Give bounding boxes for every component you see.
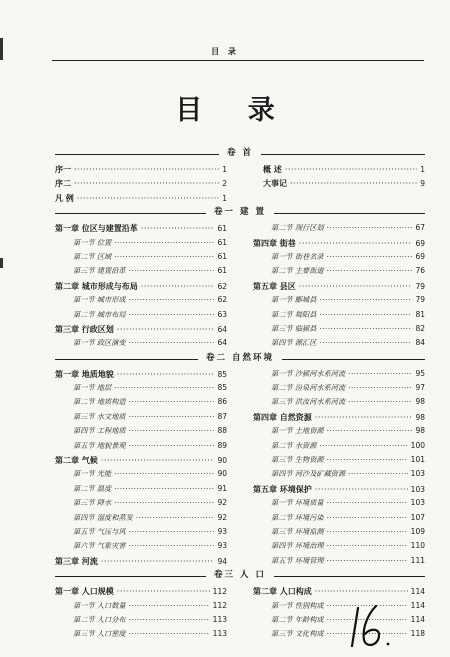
- entry-page-number: 76: [415, 266, 425, 276]
- dot-leader: [348, 381, 412, 395]
- toc-section-entry[interactable]: [253, 308, 425, 322]
- entry-page-number: 114: [410, 614, 425, 624]
- dot-leader: [129, 264, 215, 278]
- entry-page-number: 111: [410, 555, 425, 565]
- toc-section-entry[interactable]: [55, 525, 227, 539]
- entry-page-number: 114: [410, 587, 425, 597]
- dot-leader: [74, 163, 219, 177]
- toc-section-entry[interactable]: [253, 453, 425, 467]
- toc-section-entry[interactable]: [253, 250, 425, 264]
- dot-leader: [117, 368, 215, 382]
- entry-label: 第二节 人口分布: [73, 614, 126, 624]
- entry-page-number: 87: [217, 411, 227, 421]
- toc-section-entry[interactable]: [55, 539, 227, 553]
- entry-label: 第三节 洪汝河水系河流: [271, 397, 346, 407]
- dot-leader: [319, 308, 412, 322]
- dot-leader: [327, 554, 408, 568]
- entry-label: 第一节 光能: [73, 469, 112, 479]
- entry-label: 第三节 水文地质: [73, 411, 126, 421]
- section-title: 卷二 自然环境: [198, 353, 282, 363]
- dot-leader: [114, 467, 214, 481]
- entry-page-number: 113: [212, 629, 227, 639]
- entry-page-number: 90: [217, 456, 227, 466]
- entry-label: 第四章 街巷: [253, 237, 296, 248]
- toc-section-entry[interactable]: [55, 496, 227, 510]
- entry-page-number: 112: [212, 587, 227, 597]
- toc-chapter-entry[interactable]: [253, 176, 425, 190]
- dot-leader: [348, 367, 412, 381]
- toc-column-left: [55, 162, 227, 205]
- entry-label: 第三节 临颍县: [271, 323, 317, 333]
- entry-page-number: 79: [415, 295, 425, 305]
- entry-page-number: 63: [217, 309, 227, 319]
- entry-page-number: 94: [217, 556, 227, 566]
- toc-chapter-entry[interactable]: [253, 279, 425, 293]
- toc-section-entry[interactable]: [55, 293, 227, 307]
- entry-page-number: 113: [212, 614, 227, 624]
- entry-label: 序二: [55, 178, 71, 189]
- dot-leader: [129, 599, 210, 613]
- dot-leader: [315, 411, 413, 425]
- running-head: 目 录: [211, 46, 239, 56]
- dot-leader: [101, 555, 215, 569]
- entry-page-number: 61: [217, 224, 227, 234]
- toc-section-entry[interactable]: [253, 381, 425, 395]
- dot-leader: [299, 237, 413, 251]
- toc-section-entry[interactable]: [55, 250, 227, 264]
- toc-columns: [55, 221, 425, 351]
- toc-section-entry[interactable]: [55, 599, 227, 613]
- entry-label: 第一节 城市形成: [73, 295, 126, 305]
- entry-page-number: 89: [217, 440, 227, 450]
- entry-label: 第一节 土地资源: [271, 426, 324, 436]
- entry-page-number: 64: [217, 338, 227, 348]
- entry-label: 第二节 现行区划: [271, 223, 324, 233]
- dot-leader: [129, 525, 215, 539]
- dot-leader: [285, 163, 417, 177]
- toc-column-left: [55, 367, 227, 568]
- dot-leader: [327, 264, 413, 278]
- handwritten-page-number: [350, 600, 400, 650]
- entry-page-number: 69: [415, 238, 425, 248]
- entry-label: 第二节 舞阳县: [271, 309, 317, 319]
- dot-leader: [114, 496, 214, 510]
- toc-chapter-entry[interactable]: [55, 554, 227, 568]
- toc-columns: [55, 162, 425, 205]
- entry-page-number: 61: [217, 251, 227, 261]
- dot-leader: [327, 453, 408, 467]
- toc-section-entry[interactable]: [253, 525, 425, 539]
- toc-section-entry[interactable]: [253, 221, 425, 235]
- entry-label: 第四章 自然资源: [253, 411, 312, 422]
- entry-page-number: 85: [217, 369, 227, 379]
- dot-leader: [129, 410, 215, 424]
- dot-leader: [327, 424, 413, 438]
- entry-label: 第二节 区域: [73, 251, 112, 261]
- toc-column-left: [55, 221, 227, 351]
- toc-section-entry[interactable]: [253, 293, 425, 307]
- toc-section-entry[interactable]: [55, 395, 227, 409]
- entry-label: 第四节 源汇区: [271, 338, 317, 348]
- entry-label: 第五节 环境管理: [271, 555, 324, 565]
- toc-chapter-entry[interactable]: [55, 162, 227, 176]
- entry-label: 第二节 水资源: [271, 440, 317, 450]
- toc-column-right: [253, 162, 425, 205]
- dot-leader: [299, 280, 413, 294]
- entry-label: 第二章 气候: [55, 455, 98, 466]
- entry-page-number: 114: [410, 600, 425, 610]
- section-heading: [55, 149, 425, 160]
- entry-page-number: 103: [410, 469, 425, 479]
- dot-leader: [327, 525, 408, 539]
- entry-page-number: 67: [415, 223, 425, 233]
- dot-leader: [319, 322, 412, 336]
- entry-label: 第一章 人口规模: [55, 586, 114, 597]
- section-heading: [55, 354, 425, 365]
- toc-section-entry[interactable]: [55, 264, 227, 278]
- entry-label: 第二节 年龄构成: [271, 614, 324, 624]
- entry-label: 第一节 人口数量: [73, 600, 126, 610]
- entry-page-number: 79: [415, 281, 425, 291]
- toc-chapter-entry[interactable]: [55, 176, 227, 190]
- entry-label: 第三节 建置沿革: [73, 266, 126, 276]
- entry-page-number: 81: [415, 309, 425, 319]
- toc-section-entry[interactable]: [55, 439, 227, 453]
- toc-section-entry[interactable]: [55, 424, 227, 438]
- dot-leader: [290, 177, 417, 191]
- entry-label: 第二节 主要街道: [271, 266, 324, 276]
- entry-page-number: 86: [217, 397, 227, 407]
- section-title: 卷三 人 口: [206, 570, 274, 580]
- entry-page-number: 95: [415, 368, 425, 378]
- toc-section-entry[interactable]: [253, 367, 425, 381]
- toc-section-entry[interactable]: [253, 554, 425, 568]
- entry-label: 第四节 河沙及矿藏资源: [271, 469, 346, 479]
- toc-chapter-entry[interactable]: [253, 236, 425, 250]
- toc-section-entry[interactable]: [55, 336, 227, 350]
- entry-page-number: 118: [410, 629, 425, 639]
- toc-section-entry[interactable]: [55, 236, 227, 250]
- entry-page-number: 69: [415, 251, 425, 261]
- toc-section-entry[interactable]: [55, 627, 227, 641]
- dot-leader: [327, 496, 408, 510]
- toc-section-entry[interactable]: [55, 467, 227, 481]
- entry-label: 第一节 环境质量: [271, 498, 324, 508]
- toc-section-entry[interactable]: [55, 613, 227, 627]
- entry-page-number: 112: [212, 600, 227, 610]
- dot-leader: [327, 221, 413, 235]
- toc-columns: [55, 367, 425, 568]
- toc-chapter-entry[interactable]: [55, 191, 227, 205]
- toc-column-right: [253, 367, 425, 568]
- toc-chapter-entry[interactable]: [253, 162, 425, 176]
- dot-leader: [114, 482, 214, 496]
- toc-chapter-entry[interactable]: [253, 584, 425, 598]
- section-title: 卷 首: [219, 148, 261, 158]
- entry-label: 第一节 郾城县: [271, 295, 317, 305]
- entry-label: 第三节 降水: [73, 498, 112, 508]
- entry-page-number: 92: [217, 512, 227, 522]
- entry-label: 第三章 行政区划: [55, 323, 114, 334]
- dot-leader: [117, 585, 210, 599]
- entry-page-number: 98: [415, 412, 425, 422]
- toc-chapter-entry[interactable]: [55, 453, 227, 467]
- dot-leader: [129, 293, 215, 307]
- entry-page-number: 109: [410, 526, 425, 536]
- entry-label: 第一节 性别构成: [271, 600, 324, 610]
- dot-leader: [348, 467, 408, 481]
- entry-label: 第一节 位置: [73, 237, 112, 247]
- dot-leader: [101, 454, 215, 468]
- entry-page-number: 103: [410, 498, 425, 508]
- entry-page-number: 91: [217, 483, 227, 493]
- entry-page-number: 82: [415, 323, 425, 333]
- table-of-contents: [55, 146, 425, 642]
- entry-label: 概 述: [263, 164, 282, 174]
- entry-page-number: 85: [217, 383, 227, 393]
- entry-page-number: 61: [217, 266, 227, 276]
- entry-label: 第二节 汾泉河水系河流: [271, 383, 346, 393]
- entry-page-number: 64: [217, 324, 227, 334]
- toc-chapter-entry[interactable]: [253, 482, 425, 496]
- entry-page-number: 92: [217, 498, 227, 508]
- page-title: 目 录: [175, 95, 293, 126]
- entry-label: 第五章 环境保护: [253, 483, 312, 494]
- entry-label: 第三节 生物资源: [271, 455, 324, 465]
- entry-label: 第二节 温度: [73, 483, 112, 493]
- entry-page-number: 101: [410, 455, 425, 465]
- dot-leader: [136, 511, 215, 525]
- dot-leader: [114, 250, 214, 264]
- entry-label: 第二节 地质构造: [73, 397, 126, 407]
- entry-page-number: 61: [217, 237, 227, 247]
- entry-label: 大事记: [263, 178, 287, 189]
- entry-label: 序一: [55, 164, 71, 174]
- entry-page-number: 1: [420, 165, 425, 174]
- entry-label: 第五节 地貌景观: [73, 440, 126, 450]
- toc-section-entry[interactable]: [253, 336, 425, 350]
- entry-label: 第五章 县区: [253, 280, 296, 291]
- entry-label: 第三节 文化构成: [271, 629, 324, 639]
- section-heading: [55, 571, 425, 582]
- entry-page-number: 103: [410, 484, 425, 494]
- dot-leader: [129, 539, 215, 553]
- toc-section-entry[interactable]: [55, 308, 227, 322]
- toc-column-right: [253, 221, 425, 351]
- toc-section-entry[interactable]: [55, 511, 227, 525]
- entry-page-number: 62: [217, 281, 227, 291]
- toc-section-entry[interactable]: [253, 264, 425, 278]
- scan-edge-mark: [0, 258, 3, 268]
- toc-chapter-entry[interactable]: [55, 221, 227, 235]
- dot-leader: [129, 308, 215, 322]
- entry-page-number: 90: [217, 469, 227, 479]
- entry-label: 第二章 人口构成: [253, 586, 312, 597]
- entry-label: 第三节 环境监测: [271, 526, 324, 536]
- entry-label: 第一节 街巷名录: [271, 251, 324, 261]
- dot-leader: [141, 280, 215, 294]
- dot-leader: [327, 250, 413, 264]
- toc-section-entry[interactable]: [253, 467, 425, 481]
- entry-label: 第五节 气压与风: [73, 526, 126, 536]
- entry-page-number: 107: [410, 512, 425, 522]
- dot-leader: [315, 585, 408, 599]
- entry-page-number: 93: [217, 541, 227, 551]
- dot-leader: [327, 539, 408, 553]
- dot-leader: [348, 395, 412, 409]
- entry-page-number: 1: [222, 193, 227, 203]
- entry-label: 第一节 沙颍河水系河流: [271, 368, 346, 378]
- entry-page-number: 98: [415, 426, 425, 436]
- dot-leader: [327, 511, 408, 525]
- dot-leader: [117, 323, 215, 337]
- dot-leader: [129, 439, 215, 453]
- entry-label: 第二节 环境污染: [271, 512, 324, 522]
- toc-column-left: [55, 584, 227, 642]
- entry-label: 第六节 气象灾害: [73, 541, 126, 551]
- dot-leader: [77, 192, 219, 206]
- section-heading: [55, 208, 425, 219]
- entry-label: 第四节 环境治理: [271, 541, 324, 551]
- entry-page-number: 110: [410, 541, 425, 551]
- toc-section-entry[interactable]: [253, 511, 425, 525]
- entry-label: 第一节 政区演变: [73, 338, 126, 348]
- entry-page-number: 2: [222, 179, 227, 189]
- entry-label: 第三节 人口密度: [73, 629, 126, 639]
- dot-leader: [129, 627, 210, 641]
- dot-leader: [141, 222, 215, 236]
- dot-leader: [129, 395, 215, 409]
- dot-leader: [129, 336, 215, 350]
- dot-leader: [319, 439, 407, 453]
- entry-page-number: 9: [420, 179, 425, 189]
- entry-page-number: 93: [217, 526, 227, 536]
- dot-leader: [319, 293, 412, 307]
- dot-leader: [114, 236, 214, 250]
- entry-label: 第一章 地质地貌: [55, 368, 114, 379]
- toc-section-entry[interactable]: [55, 410, 227, 424]
- entry-label: 凡 例: [55, 192, 74, 203]
- entry-page-number: 88: [217, 426, 227, 436]
- entry-page-number: 98: [415, 397, 425, 407]
- entry-label: 第四节 工程地质: [73, 426, 126, 436]
- toc-section-entry[interactable]: [253, 424, 425, 438]
- section-title: 卷一 建 置: [206, 207, 274, 217]
- toc-section-entry[interactable]: [55, 482, 227, 496]
- entry-page-number: 62: [217, 295, 227, 305]
- entry-label: 第二节 城市布局: [73, 309, 126, 319]
- entry-page-number: 97: [415, 383, 425, 393]
- toc-section-entry[interactable]: [253, 395, 425, 409]
- dot-leader: [114, 381, 214, 395]
- entry-label: 第三章 河流: [55, 555, 98, 566]
- toc-section-entry[interactable]: [55, 381, 227, 395]
- toc-chapter-entry[interactable]: [55, 367, 227, 381]
- entry-page-number: 100: [410, 440, 425, 450]
- toc-chapter-entry[interactable]: [55, 279, 227, 293]
- entry-label: 第四节 湿度和蒸发: [73, 512, 133, 522]
- entry-page-number: 84: [415, 338, 425, 348]
- dot-leader: [319, 336, 412, 350]
- toc-chapter-entry[interactable]: [55, 322, 227, 336]
- toc-section-entry[interactable]: [253, 322, 425, 336]
- entry-label: 第二章 城市形成与布局: [55, 280, 138, 291]
- header-rule: [52, 60, 424, 61]
- toc-chapter-entry[interactable]: [253, 410, 425, 424]
- entry-label: 第一节 地层: [73, 383, 112, 393]
- toc-section-entry[interactable]: [253, 539, 425, 553]
- dot-leader: [315, 483, 408, 497]
- dot-leader: [129, 424, 215, 438]
- toc-chapter-entry[interactable]: [55, 584, 227, 598]
- toc-section-entry[interactable]: [253, 439, 425, 453]
- dot-leader: [129, 613, 210, 627]
- dot-leader: [74, 177, 219, 191]
- entry-page-number: 1: [222, 165, 227, 174]
- entry-label: 第一章 位区与建置沿革: [55, 223, 138, 234]
- toc-section-entry[interactable]: [253, 496, 425, 510]
